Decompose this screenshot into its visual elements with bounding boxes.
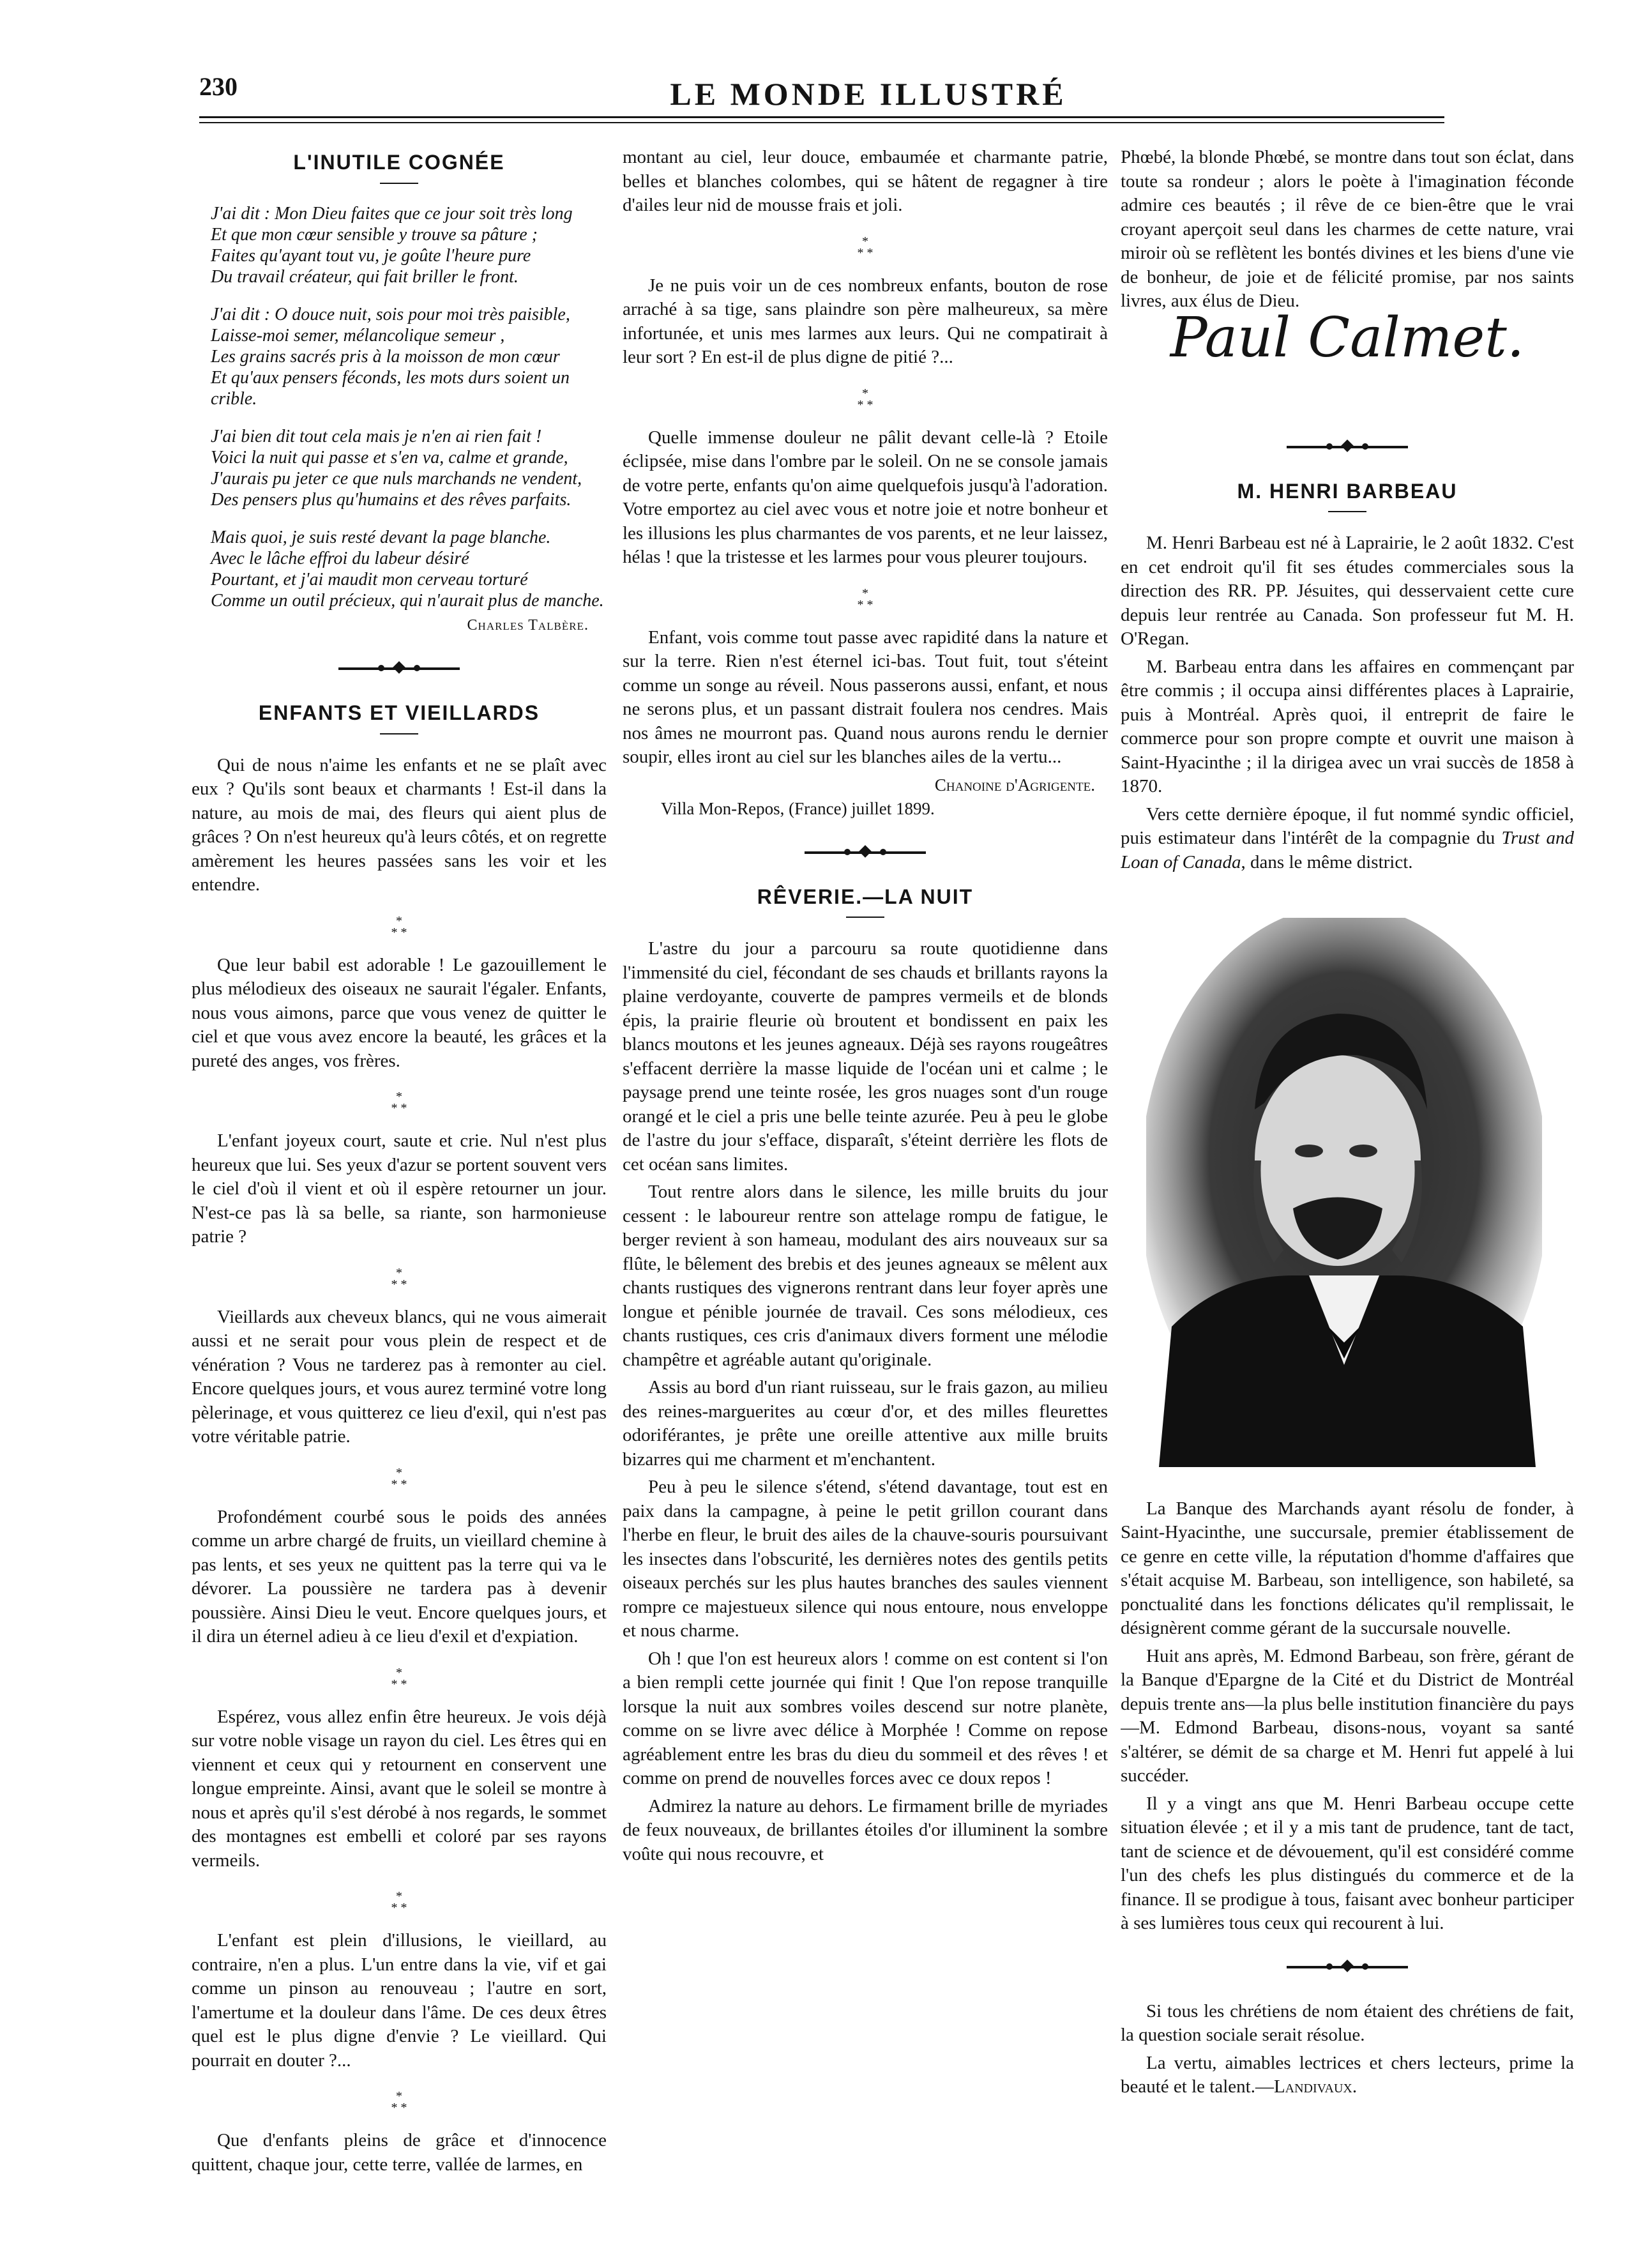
paragraph: Que d'enfants pleins de grâce et d'innocence quittent, chaque jour, cette terre, vallée de larmes, en [192, 2130, 607, 2175]
paragraph: Huit ans après, M. Edmond Barbeau, son frère, gérant de la Banque d'Epargne de la Cité et du District de Montréal depuis trente ans—la plus belle institution financière du pays—M. Edmond Barbeau, disons-nous, voyant sa santé s'altérer, se démit de sa charge et M. Henri fut appelé à lui succéder. [1121, 1645, 1574, 1786]
portrait-illustration [1146, 918, 1542, 1467]
paragraph: L'enfant joyeux court, saute et crie. Nul n'est plus heureux que lui. Ses yeux d'azur se portent souvent vers le ciel d'où il vient et où il espère retourner un jour. N'est-ce pas là sa belle, sa riante, son harmonieuse patrie ? [192, 1130, 607, 1247]
asterism: * * * [391, 1889, 407, 1915]
paragraph: Il y a vingt ans que M. Henri Barbeau occupe cette situation élevée ; et il y a mis tant de prudence, tant de tact, tant de science et de dévouement, qu'il est considéré comme l'un des chefs les plus distingués du commerce et de la finance. Il se prodigue à tous, faisant avec bonheur participer à ses lumières tous ceux qui recourent à lui. [1121, 1793, 1574, 1933]
poem-line: Et que mon cœur sensible y trouve sa pâture ; [211, 224, 538, 245]
paragraph: M. Barbeau entra dans les affaires en commençant par être commis ; il occupa ainsi différentes places à Laprairie, puis à Montréal. Après quoi, il entreprit de faire le commerce pour son propre compte et ouvrit une maison à Saint-Hyacinthe ; il la dirigea avec un vrai succès de 1858 à 1870. [1121, 656, 1574, 796]
poem-line: Des pensers plus qu'humains et des rêves parfaits. [211, 489, 571, 510]
asterism: * * * [391, 1465, 407, 1491]
column-2 [623, 146, 1108, 2217]
paragraph: L'enfant est plein d'illusions, le vieillard, au contraire, n'en a plus. L'un entre dans la vie, vif et gai comme un pinson au renouveau ; l'autre en sort, l'amertume et la douleur dans l'âme. De ces deux êtres quel est le plus digne d'envie ? Le vieillard. Qui pourrait en douter ?... [192, 1930, 607, 2071]
paragraph: Espérez, vous allez enfin être heureux. Je vois déjà sur votre noble visage un rayon du ciel. Les êtres qui en viennent et ceux qui y retournent en conservent une longue empreinte. Ainsi, avant que le soleil se montre à nous et après qu'il s'est dérobé à nos regards, le sommet des montagnes est embelli et coloré par ses rayons vermeils. [192, 1706, 607, 1871]
header-rule [199, 116, 1444, 123]
paragraph [1121, 803, 1574, 875]
paragraph: Tout rentre alors dans le silence, les mille bruits du jour cessent : le laboureur rentre son attelage rompu de fatigue, le berger revient à son hameau, modulant des airs nouveaux sur sa flûte, le bêlement des brebis et des jeunes agneaux se mêlent aux chants rustiques des vignerons rentrant dans leur foyer après une longue et pénible journée de travail. Ces sons mélodieux, ces chants rustiques, ces cris d'animaux divers forment une mélodie champêtre et agréable autant qu'originale. [623, 1182, 1108, 1370]
paragraph: Qui de nous n'aime les enfants et ne se plaît avec eux ? Qu'ils sont beaux et charmants ! Est-il dans la nature, au mois de mai, des fleurs qui aient plus de grâces ? On n'est heureux qu'à leurs côtés, et on regrette amèrement les heures passées sans les voir et les entendre. [192, 754, 607, 895]
poem-line: Laisse-moi semer, mélancolique semeur , [211, 325, 505, 346]
asterism: * * * [391, 913, 407, 940]
poem-line: Faites qu'ayant tout vu, je goûte l'heure pure [211, 245, 531, 266]
poem-line: J'ai dit : O douce nuit, sois pour moi très paisible, [211, 304, 570, 324]
paragraph: Profondément courbé sous le poids des années comme un arbre chargé de fruits, un vieillard chemine à pas lents, et ses yeux ne quittent pas la terre qui va le dévorer. La poussière ne tardera pas à devenir poussière. Ainsi Dieu le veut. Encore quelques jours, et il dira un éternel adieu à ce lieu d'exil et d'expiation. [192, 1506, 607, 1647]
dateline: Villa Mon-Repos, (France) juillet 1899. [661, 799, 935, 818]
column-3 [1121, 146, 1574, 2217]
asterism: * * * [857, 386, 874, 412]
paragraph: L'astre du jour a parcouru sa route quotidienne dans l'immensité du ciel, fécondant de ses chauds et brillants rayons la plaine verdoyante, couverte de pampres vermeils et de blonds épis, la prairie fleurie où broutent et bondissent en paix les blancs moutons et les jeunes agneaux. Déjà ses rayons rougeâtres s'effacent derrière la masse liquide de l'océan uni et calme ; le paysage prend une teinte rosée, les gros nuages sont d'un rouge orangé et le ciel a pris une belle teinte azurée. Peu à peu le globe de l'astre du jour s'efface, disparaît, s'éteint derrière les flots de cet océan sans limites. [623, 938, 1108, 1175]
paragraph: montant au ciel, leur douce, embaumée et charmante patrie, belles et blanches colombes, qui se hâtent de regagner à tire d'ailes leur nid de mousse frais et joli. [623, 147, 1108, 215]
poem-stanza-4 [211, 527, 607, 611]
title-inutile-cognee: L'INUTILE COGNÉE [293, 151, 505, 174]
poem-stanza-2 [211, 304, 607, 409]
title-rule [1328, 511, 1366, 512]
asterism: * * * [391, 1265, 407, 1291]
company-name: Trust and Loan of Canada [1121, 828, 1574, 872]
paragraph: Admirez la nature au dehors. Le firmament brille de myriades de feux nouveaux, de brillantes étoiles d'or illuminent la sombre voûte qui nous recouvre, et [623, 1795, 1108, 1864]
poem-line: Pourtant, et j'ai maudit mon cerveau torturé [211, 569, 528, 590]
poem-stanza-1 [211, 203, 607, 287]
title-rule [380, 183, 418, 184]
poem-line: Comme un outil précieux, qui n'aurait plus de manche. [211, 590, 604, 611]
asterism: * * * [857, 586, 874, 612]
poem-line: Voici la nuit qui passe et s'en va, calme et grande, [211, 447, 568, 468]
poem-line: Et qu'aux pensers féconds, les mots durs soient un crible. [211, 367, 570, 409]
poem-line: Les grains sacrés pris à la moisson de mon cœur [211, 346, 560, 367]
section-divider [338, 663, 460, 673]
masthead: LE MONDE ILLUSTRÉ [670, 76, 1067, 112]
paragraph [1121, 2051, 1574, 2099]
section-divider [1287, 441, 1408, 452]
asterism: * * * [857, 234, 874, 260]
paragraph: Je ne puis voir un de ces nombreux enfants, bouton de rose arraché à sa tige, sans plaindre son père malheureux, sa mère infortunée, et unis mes larmes aux leurs. Qui ne compatirait à leur sort ? En est-il de plus digne de pitié ?... [623, 275, 1108, 367]
title-rule [846, 917, 884, 918]
paragraph: Quelle immense douleur ne pâlit devant celle-là ? Etoile éclipsée, mise dans l'ombre par le soleil. On ne se console jamais de votre perte, enfants qu'on aime quelquefois jusqu'à l'adoration. Votre emportez au ciel avec vous et notre joie et notre bonheur et les illusions les plus charmantes de vos parents, et ne leur laissez, hélas ! que la tristesse et les larmes pour vous pleurer toujours. [623, 427, 1108, 567]
paragraph: Assis au bord d'un riant ruisseau, sur le frais gazon, au milieu des reines-marguerites au cœur d'or, et des milles fleurettes odoriférantes, je prête une oreille attentive aux mille bruits bizarres qui me charment et m'enchantent. [623, 1377, 1108, 1470]
poem-line: Du travail créateur, qui fait briller le front. [211, 266, 518, 287]
asterism: * * * [391, 1665, 407, 1691]
paragraph: Phœbé, la blonde Phœbé, se montre dans tout son éclat, dans toute sa rondeur ; alors le poète à l'imagination féconde admire ces beautés ; il rêve de ce bien-être que le vrai croyant aperçoit seul dans les charmes de cette nature, vrai miroir où se reflètent les bontés divines et les biens d'une vie de bonheur, de joie et de félicité promise, par nos saints livres, aux élus de Dieu. [1121, 147, 1574, 311]
paragraph: Oh ! que l'on est heureux alors ! comme on est content si l'on a bien rempli cette journée qui finit ! Que l'on repose tranquille lorsque la nuit aux sombres voiles descend sur notre planète, comme on se livre avec délice à Morphée ! Comme on repose agréablement entre les bras du dieu du sommeil et des rêves ! et comme on prend de nouvelles forces avec ce doux repos ! [623, 1648, 1108, 1788]
poem-line: J'ai bien dit tout cela mais je n'en ai rien fait ! [211, 426, 542, 446]
poem-line: Avec le lâche effroi du labeur désiré [211, 548, 469, 568]
paragraph: Que leur babil est adorable ! Le gazouillement le plus mélodieux des oiseaux ne saurait l'égaler. Enfants, nous vous aimons, parce que vous venez de quitter le ciel et que vous avez encore la beauté, les grâces et la pureté des anges, vos frères. [192, 954, 607, 1071]
text-run: La vertu, aimables lectrices et chers lecteurs, prime la beauté et le talent.— [1121, 2052, 1574, 2097]
title-enfants-et-vieillards: ENFANTS ET VIEILLARDS [258, 701, 540, 724]
text-run: Vers cette dernière époque, il fut nommé syndic officiel, puis estimateur dans l'intérêt de la compagnie du [1121, 803, 1574, 848]
handwritten-signature: Paul Calmet. [1170, 305, 1525, 370]
paragraph: Vieillards aux cheveux blancs, qui ne vous aimerait aussi et ne serait pour vous plein de respect et de vénération ? Vous ne tarderez pas à remonter au ciel. Encore quelques jours, et vous aurez terminé votre long pèlerinage, et vous quitterez ce lieu d'exil, qui n'est pas votre véritable patrie. [192, 1306, 607, 1447]
title-henri-barbeau: M. HENRI BARBEAU [1237, 479, 1458, 503]
section-divider [1287, 1961, 1408, 1972]
byline: Chanoine d'Agrigente. [934, 775, 1095, 795]
poem-stanza-3 [211, 426, 607, 510]
asterism: * * * [391, 1090, 407, 1115]
poem-line: J'aurais pu jeter ce que nuls marchands ne vendent, [211, 468, 582, 489]
poem-line: J'ai dit : Mon Dieu faites que ce jour soit très long [211, 203, 573, 224]
paragraph: M. Henri Barbeau est né à Laprairie, le 2 août 1832. C'est en cet endroit qu'il fit ses études commerciales sous la direction des RR. PP. Jésuites, qui desservaient cette cure depuis leur rentrée au Canada. Son professeur fut M. H. O'Regan. [1121, 533, 1574, 649]
poem-line: Mais quoi, je suis resté devant la page blanche. [211, 527, 551, 547]
paragraph: Peu à peu le silence s'étend, s'étend davantage, tout est en paix dans la campagne, à peine le petit grillon courant dans l'herbe en fleur, le bruit des ailes de la chauve-souris poursuivant les insectes dans l'obscurité, les dernières notes des gentils petits oiseaux perchés sur les plus hautes branches des saules viennent rompre ce majestueux silence qui nous entoure, nous enveloppe et nous charme. [623, 1477, 1108, 1641]
quote-author: Landivaux. [1273, 2076, 1358, 2097]
column-1 [192, 146, 607, 2217]
text-run: , dans le même district. [1241, 851, 1413, 872]
paragraph: Enfant, vois comme tout passe avec rapidité dans la nature et sur la terre. Rien n'est éternel ici-bas. Tout fuit, tout s'éteint comme un songe au réveil. Nous passerons aussi, enfant, et nous ne serons plus, et un passant distrait foulera nos cendres. Mais nos âmes ne mourront pas. Quand nous aurons rendu le dernier soupir, elles iront au ciel sur les blanches ailes de la vertu... [623, 627, 1108, 767]
poem-author: Charles Talbère. [467, 616, 589, 634]
asterism: * * * [391, 2089, 407, 2115]
section-divider [805, 847, 926, 857]
title-rule [380, 733, 418, 734]
title-reverie-la-nuit: RÊVERIE.—LA NUIT [757, 885, 974, 908]
paragraph: La Banque des Marchands ayant résolu de fonder, à Saint-Hyacinthe, une succursale, premier établissement de ce genre en cette ville, la réputation d'homme d'affaires que s'était acquise M. Barbeau, son intelligence, son habileté, sa ponctualité dans les fonctions délicates qu'il remplissait, le désignèrent comme gérant de la succursale nouvelle. [1121, 1498, 1574, 1638]
paragraph: Si tous les chrétiens de nom étaient des chrétiens de fait, la question sociale serait résolue. [1121, 2000, 1574, 2045]
page-number: 230 [199, 72, 238, 101]
